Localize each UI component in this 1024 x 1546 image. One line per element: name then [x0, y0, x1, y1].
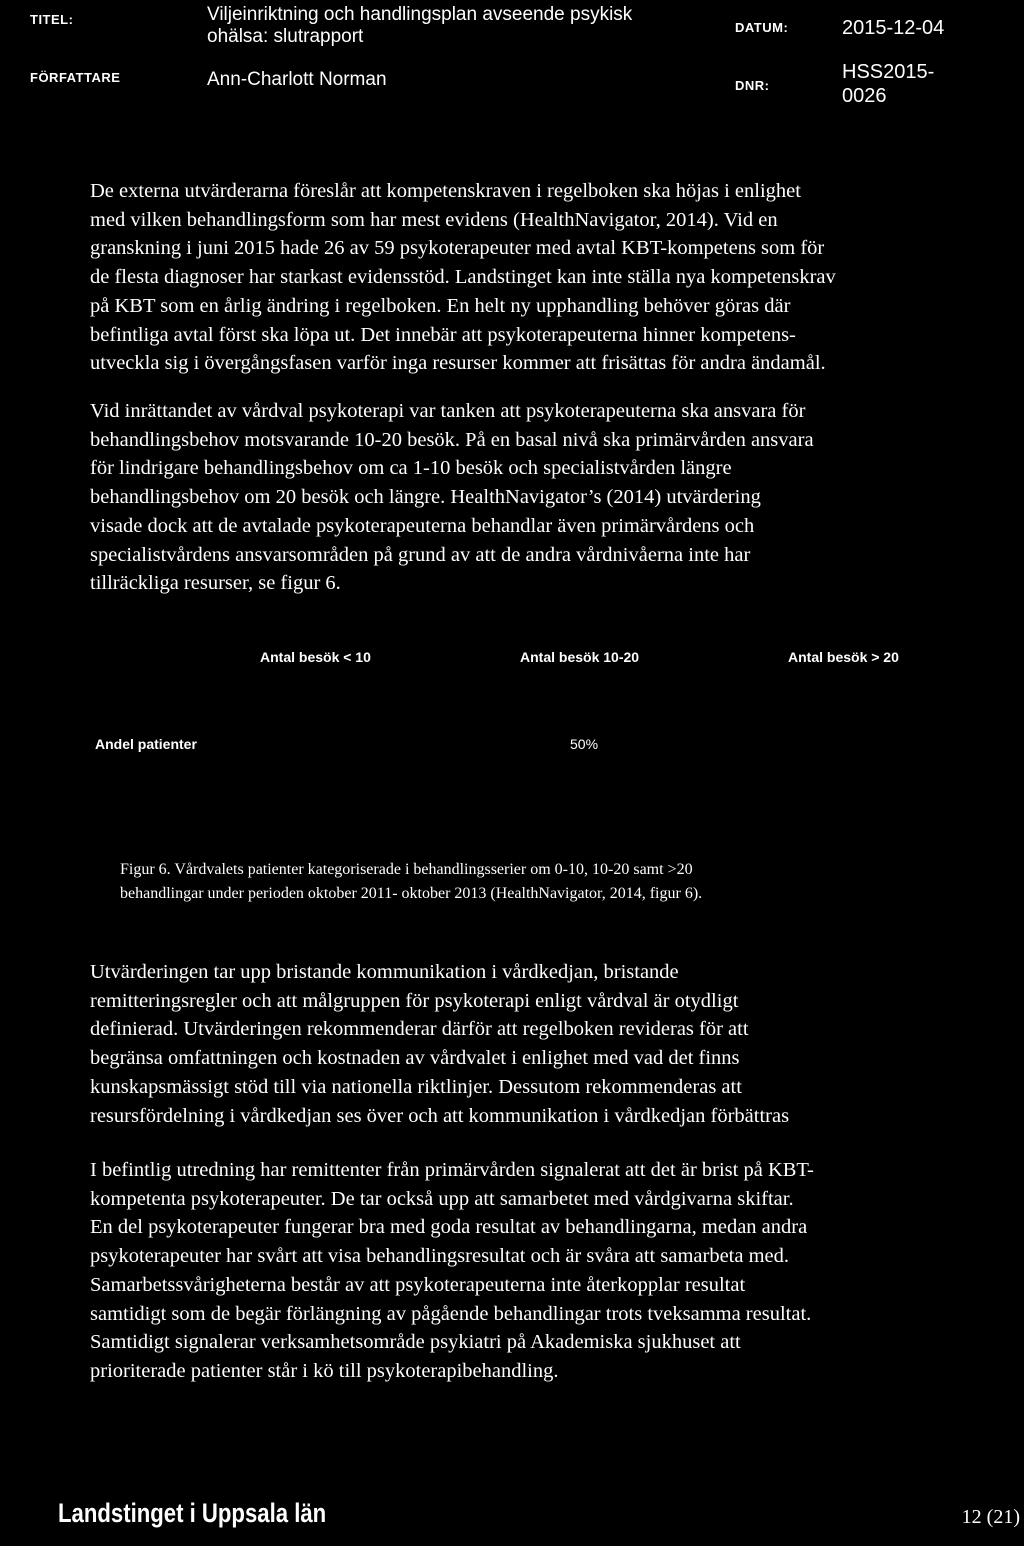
- text-line: befintliga avtal först ska löpa ut. Det innebär att psykoterapeuterna hinner kompetens-: [90, 323, 796, 346]
- table-column-header: Antal besök > 20: [788, 649, 899, 665]
- author-label: FÖRFATTARE: [30, 70, 121, 85]
- table-column-header: Antal besök < 10: [260, 649, 371, 665]
- text-line: psykoterapeuter har svårt att visa behandlingsresultat och är svåra att samarbeta med.: [90, 1245, 790, 1268]
- paragraph-care-levels: [90, 397, 970, 598]
- dnr-number: [842, 60, 962, 108]
- text-line: på KBT som en årlig ändring i regelboken. En helt ny upphandling behöver göras där: [90, 294, 791, 317]
- text-line: samtidigt som de begär förlängning av pågående behandlingar trots tveksamma resultat.: [90, 1302, 812, 1325]
- text-line: visade dock att de avtalade psykoterapeuterna behandlar även primärvårdens och: [90, 514, 755, 537]
- dnr-number-line-1: HSS2015-: [842, 61, 935, 83]
- date-label: DATUM:: [735, 20, 789, 35]
- text-line: resursfördelning i vårdkedjan ses över och att kommunikation i vårdkedjan förbättras: [90, 1104, 790, 1127]
- text-line: Samarbetssvårigheterna består av att psykoterapeuterna inte återkopplar resultat: [90, 1273, 746, 1296]
- paragraph-evaluation-recommendations: [90, 958, 970, 1130]
- figure-caption: [120, 858, 980, 906]
- document-date: 2015-12-04: [842, 17, 945, 39]
- caption-line-2: behandlingar under perioden oktober 2011- oktober 2013 (HealthNavigator, 2014, figur 6).: [120, 885, 703, 902]
- text-line: kompetenta psykoterapeuter. De tar också upp att samarbetet med vårdgivarna skiftar.: [90, 1187, 794, 1210]
- text-line: begränsa omfattningen och kostnaden av vårdvalet i enlighet med vad det finns: [90, 1047, 740, 1070]
- text-line: behandlingsbehov motsvarande 10-20 besök. På en basal nivå ska primärvården ansvara: [90, 428, 814, 451]
- document-title-line-2: ohälsa: slutrapport: [207, 26, 364, 47]
- table-row-label: Andel patienter: [95, 736, 197, 752]
- text-line: de flesta diagnoser har starkast evidensstöd. Landstinget kan inte ställa nya kompetenskrav: [90, 266, 836, 289]
- page-number: 12 (21): [961, 1506, 1020, 1528]
- caption-line-1: Figur 6. Vårdvalets patienter kategoriserade i behandlingsserier om 0-10, 10-20 samt >20: [120, 861, 693, 878]
- table-cell-value: 50%: [570, 736, 599, 752]
- text-line: för lindrigare behandlingsbehov om ca 1-10 besök och specialistvården längre: [90, 457, 732, 480]
- text-line: utveckla sig i övergångsfasen varför inga resurser kommer att frisättas för andra ändamål.: [90, 352, 826, 375]
- text-line: behandlingsbehov om 20 besök och längre. HealthNavigator’s (2014) utvärdering: [90, 486, 761, 509]
- text-line: specialistvårdens ansvarsområden på grund av att de andra vårdnivåerna inte har: [90, 543, 751, 566]
- text-line: Vid inrättandet av vårdval psykoterapi var tanken att psykoterapeuterna ska ansvara för: [90, 400, 806, 422]
- paragraph-referrer-signals: [90, 1156, 970, 1386]
- text-line: Samtidigt signalerar verksamhetsområde psykiatri på Akademiska sjukhuset att: [90, 1331, 741, 1354]
- footer-organization: Landstinget i Uppsala län: [58, 1498, 327, 1528]
- text-line: De externa utvärderarna föreslår att kompetenskraven i regelboken ska höjas i enlighet: [90, 180, 801, 202]
- document-title-line-1: Viljeinriktning och handlingsplan avseende psykisk: [207, 4, 633, 25]
- text-line: tillräckliga resurser, se figur 6.: [90, 572, 341, 595]
- dnr-label: DNR:: [735, 78, 770, 93]
- table-column-header: Antal besök 10-20: [520, 649, 640, 665]
- text-line: med vilken behandlingsform som har mest evidens (HealthNavigator, 2014). Vid en: [90, 208, 778, 231]
- paragraph-competence-requirements: [90, 177, 970, 378]
- text-line: prioriterade patienter står i kö till psykoterapibehandling.: [90, 1359, 559, 1382]
- author-name: Ann-Charlott Norman: [207, 69, 387, 90]
- document-title: [207, 4, 632, 48]
- title-label: TITEL:: [30, 12, 74, 27]
- text-line: kunskapsmässigt stöd till via nationella riktlinjer. Dessutom rekommenderas att: [90, 1075, 742, 1098]
- text-line: granskning i juni 2015 hade 26 av 59 psykoterapeuter med avtal KBT-kompetens som för: [90, 237, 825, 260]
- text-line: Utvärderingen tar upp bristande kommunikation i vårdkedjan, bristande: [90, 961, 679, 983]
- text-line: I befintlig utredning har remittenter från primärvården signalerat att det är brist på KBT-: [90, 1159, 814, 1181]
- text-line: remitteringsregler och att målgruppen för psykoterapi enligt vårdval är otydligt: [90, 989, 739, 1012]
- dnr-number-line-2: 0026: [842, 85, 887, 107]
- text-line: En del psykoterapeuter fungerar bra med goda resultat av behandlingarna, medan andra: [90, 1216, 808, 1239]
- text-line: definierad. Utvärderingen rekommenderar därför att regelboken revideras för att: [90, 1018, 749, 1041]
